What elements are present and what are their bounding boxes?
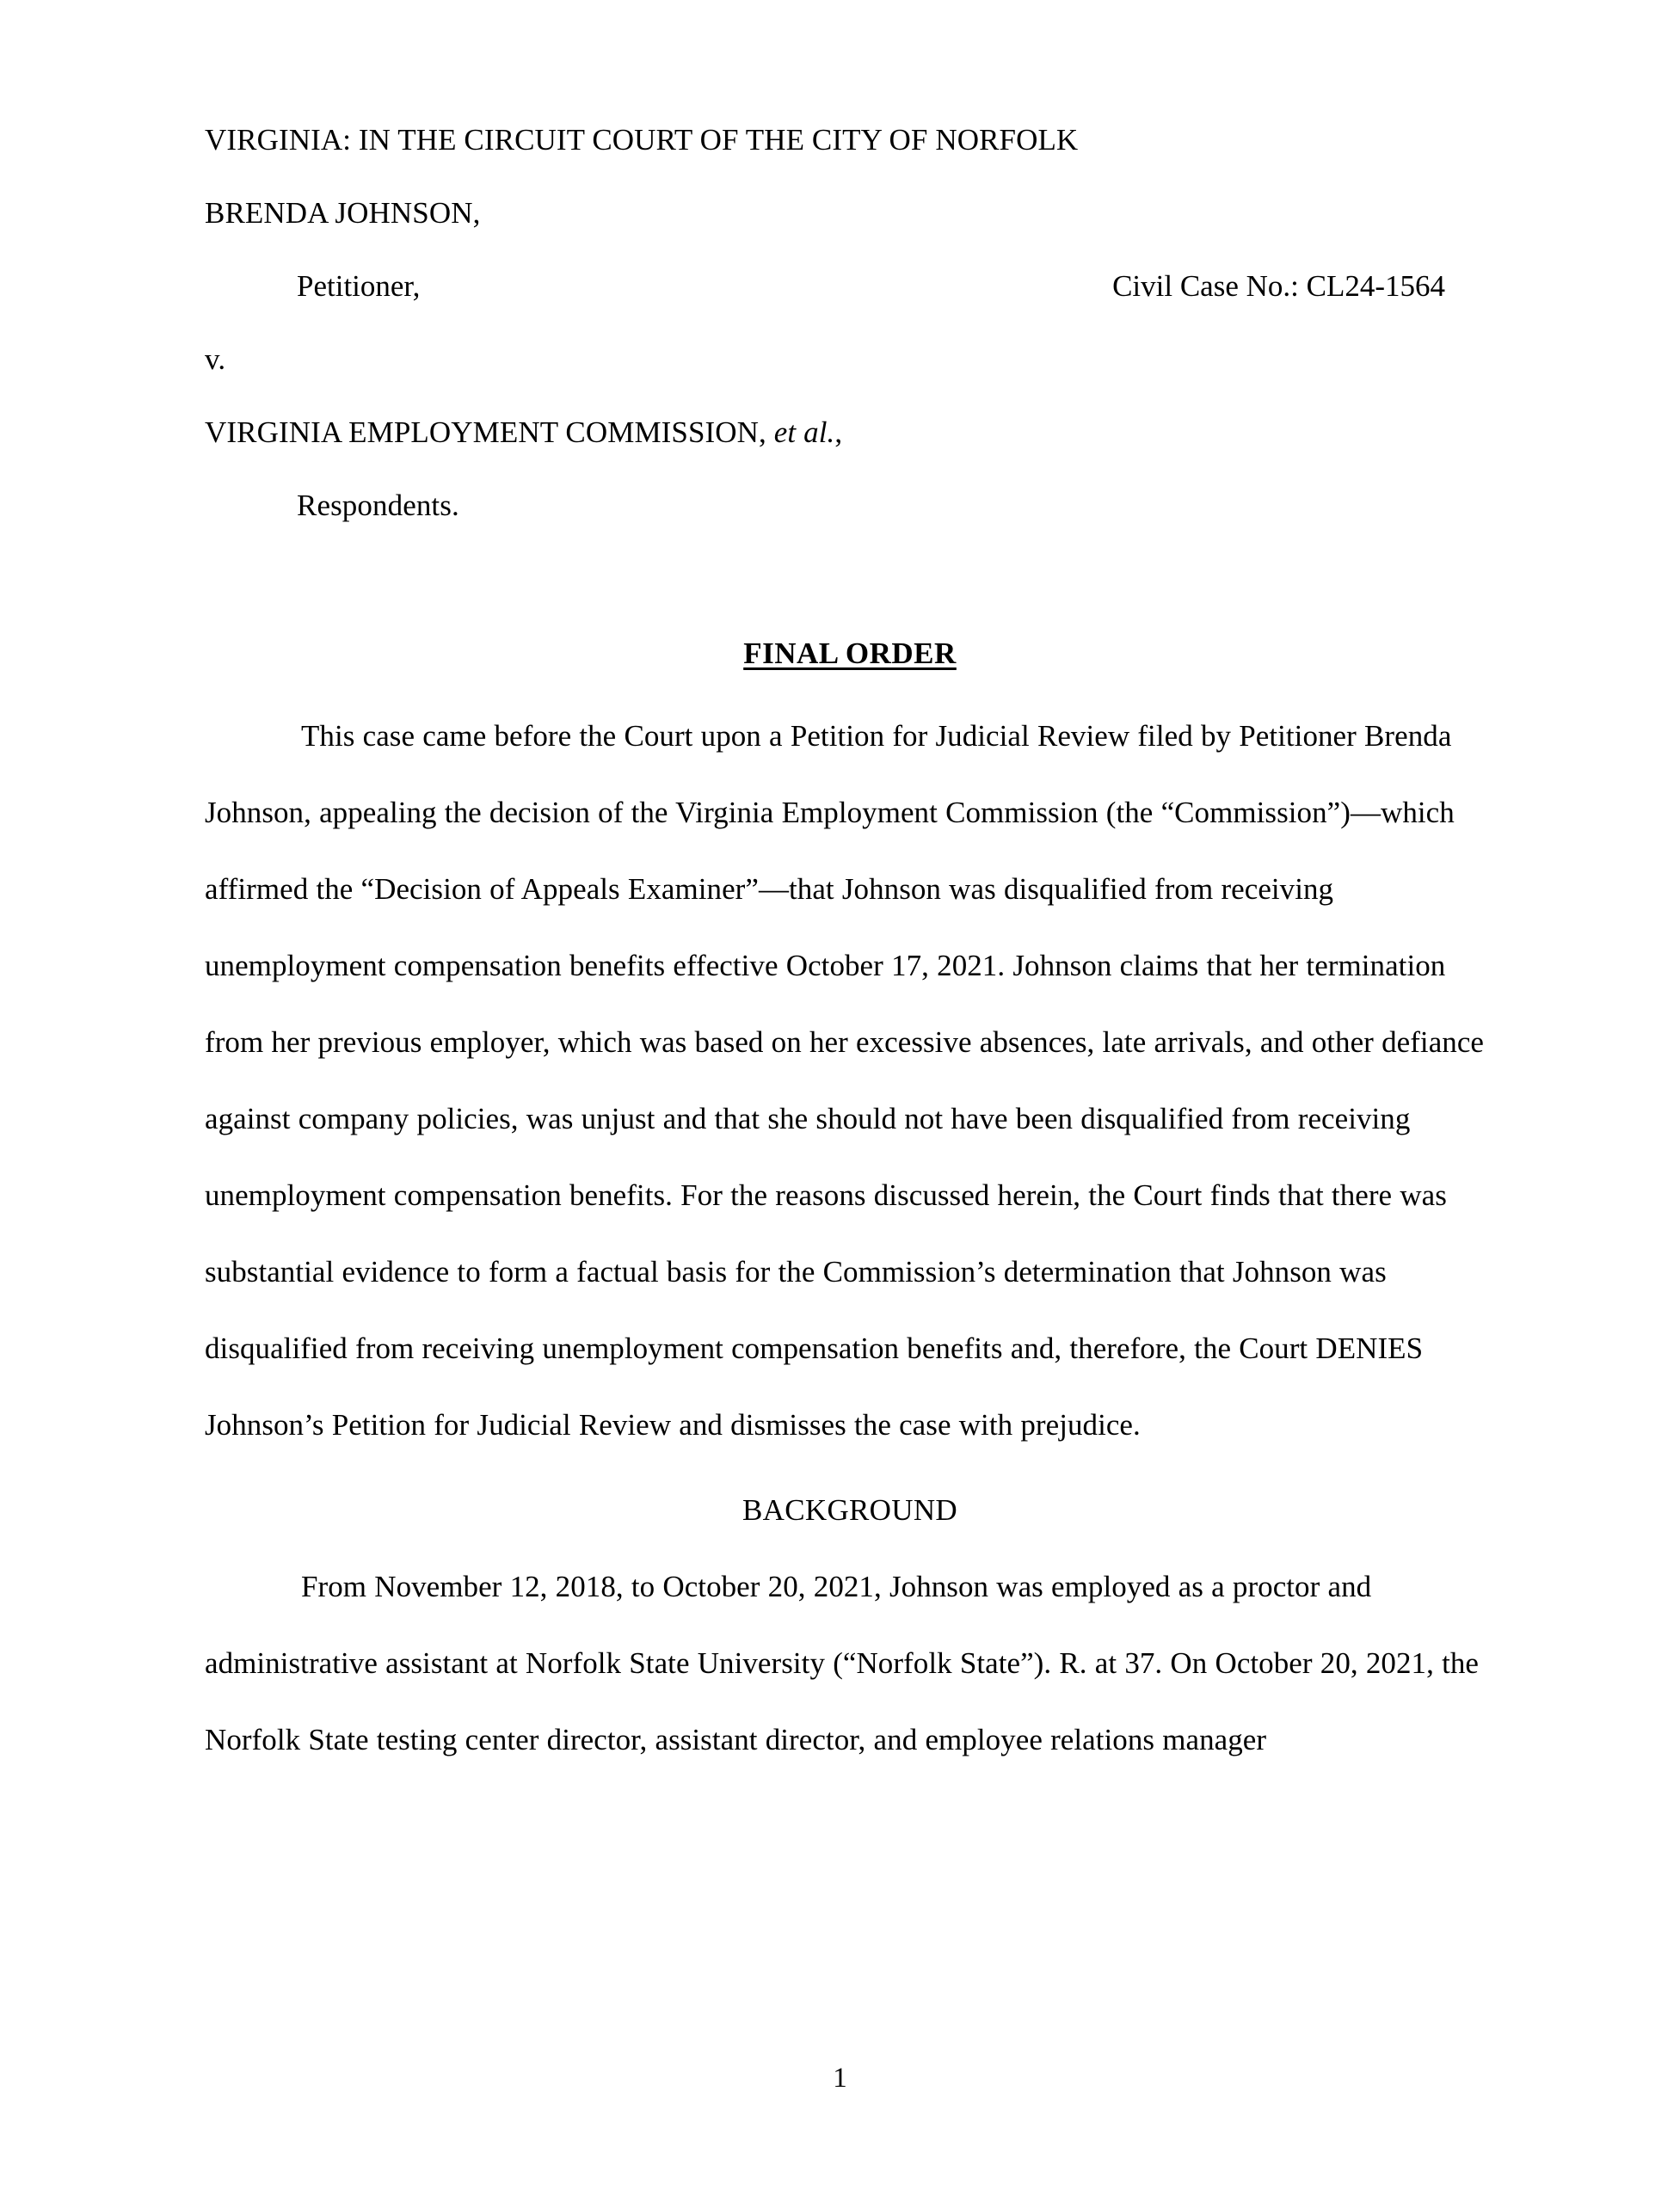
petitioner-role-and-case-number-row — [205, 260, 1495, 313]
respondent-role-label: Respondents. — [297, 489, 459, 522]
document-title-text: FINAL ORDER — [743, 637, 957, 670]
document-body — [205, 114, 1495, 1778]
versus-label: v. — [205, 342, 226, 376]
petitioner-role-label: Petitioner, — [297, 269, 421, 303]
case-number: Civil Case No.: CL24-1564 — [1112, 269, 1445, 303]
document-title — [205, 637, 1495, 671]
respondent-name-line — [205, 406, 1495, 459]
petitioner-name: BRENDA JOHNSON, — [205, 196, 481, 230]
respondent-name: VIRGINIA EMPLOYMENT COMMISSION, — [205, 415, 766, 449]
respondent-trailing-comma: , — [834, 415, 843, 449]
page-number: 1 — [833, 2063, 847, 2094]
background-paragraph: From November 12, 2018, to October 20, 2021, Johnson was employed as a proctor and administrative assistant at Norfolk State University (“Norfolk State”). R. at 37. On October 20, 2021, the Norfolk State testing center director, assistant director, and employee relations manager — [205, 1570, 1479, 1756]
respondent-etal: et al. — [773, 415, 835, 449]
order-paragraph: This case came before the Court upon a Petition for Judicial Review filed by Petitioner Brenda Johnson, appealing the decision of the Virginia Employment Commission (the “Commission”)—which affirmed the “Decision of Appeals Examiner”—that Johnson was disqualified from receiving unemployment compensation benefits effective October 17, 2021. Johnson claims that her termination from her previous employer, which was based on her excessive absences, late arrivals, and other defiance against company policies, was unjust and that she should not have been disqualified from receiving unemployment compensation benefits. For the reasons discussed herein, the Court finds that there was substantial evidence to form a factual basis for the Commission’s determination that Johnson was disqualified from receiving unemployment compensation benefits and, therefore, the Court DENIES Johnson’s Petition for Judicial Review and dismisses the case with prejudice. — [205, 719, 1484, 1442]
court-jurisdiction-line: VIRGINIA: IN THE CIRCUIT COURT OF THE CITY OF NORFOLK — [205, 123, 1079, 157]
section-heading-background: BACKGROUND — [742, 1493, 957, 1527]
